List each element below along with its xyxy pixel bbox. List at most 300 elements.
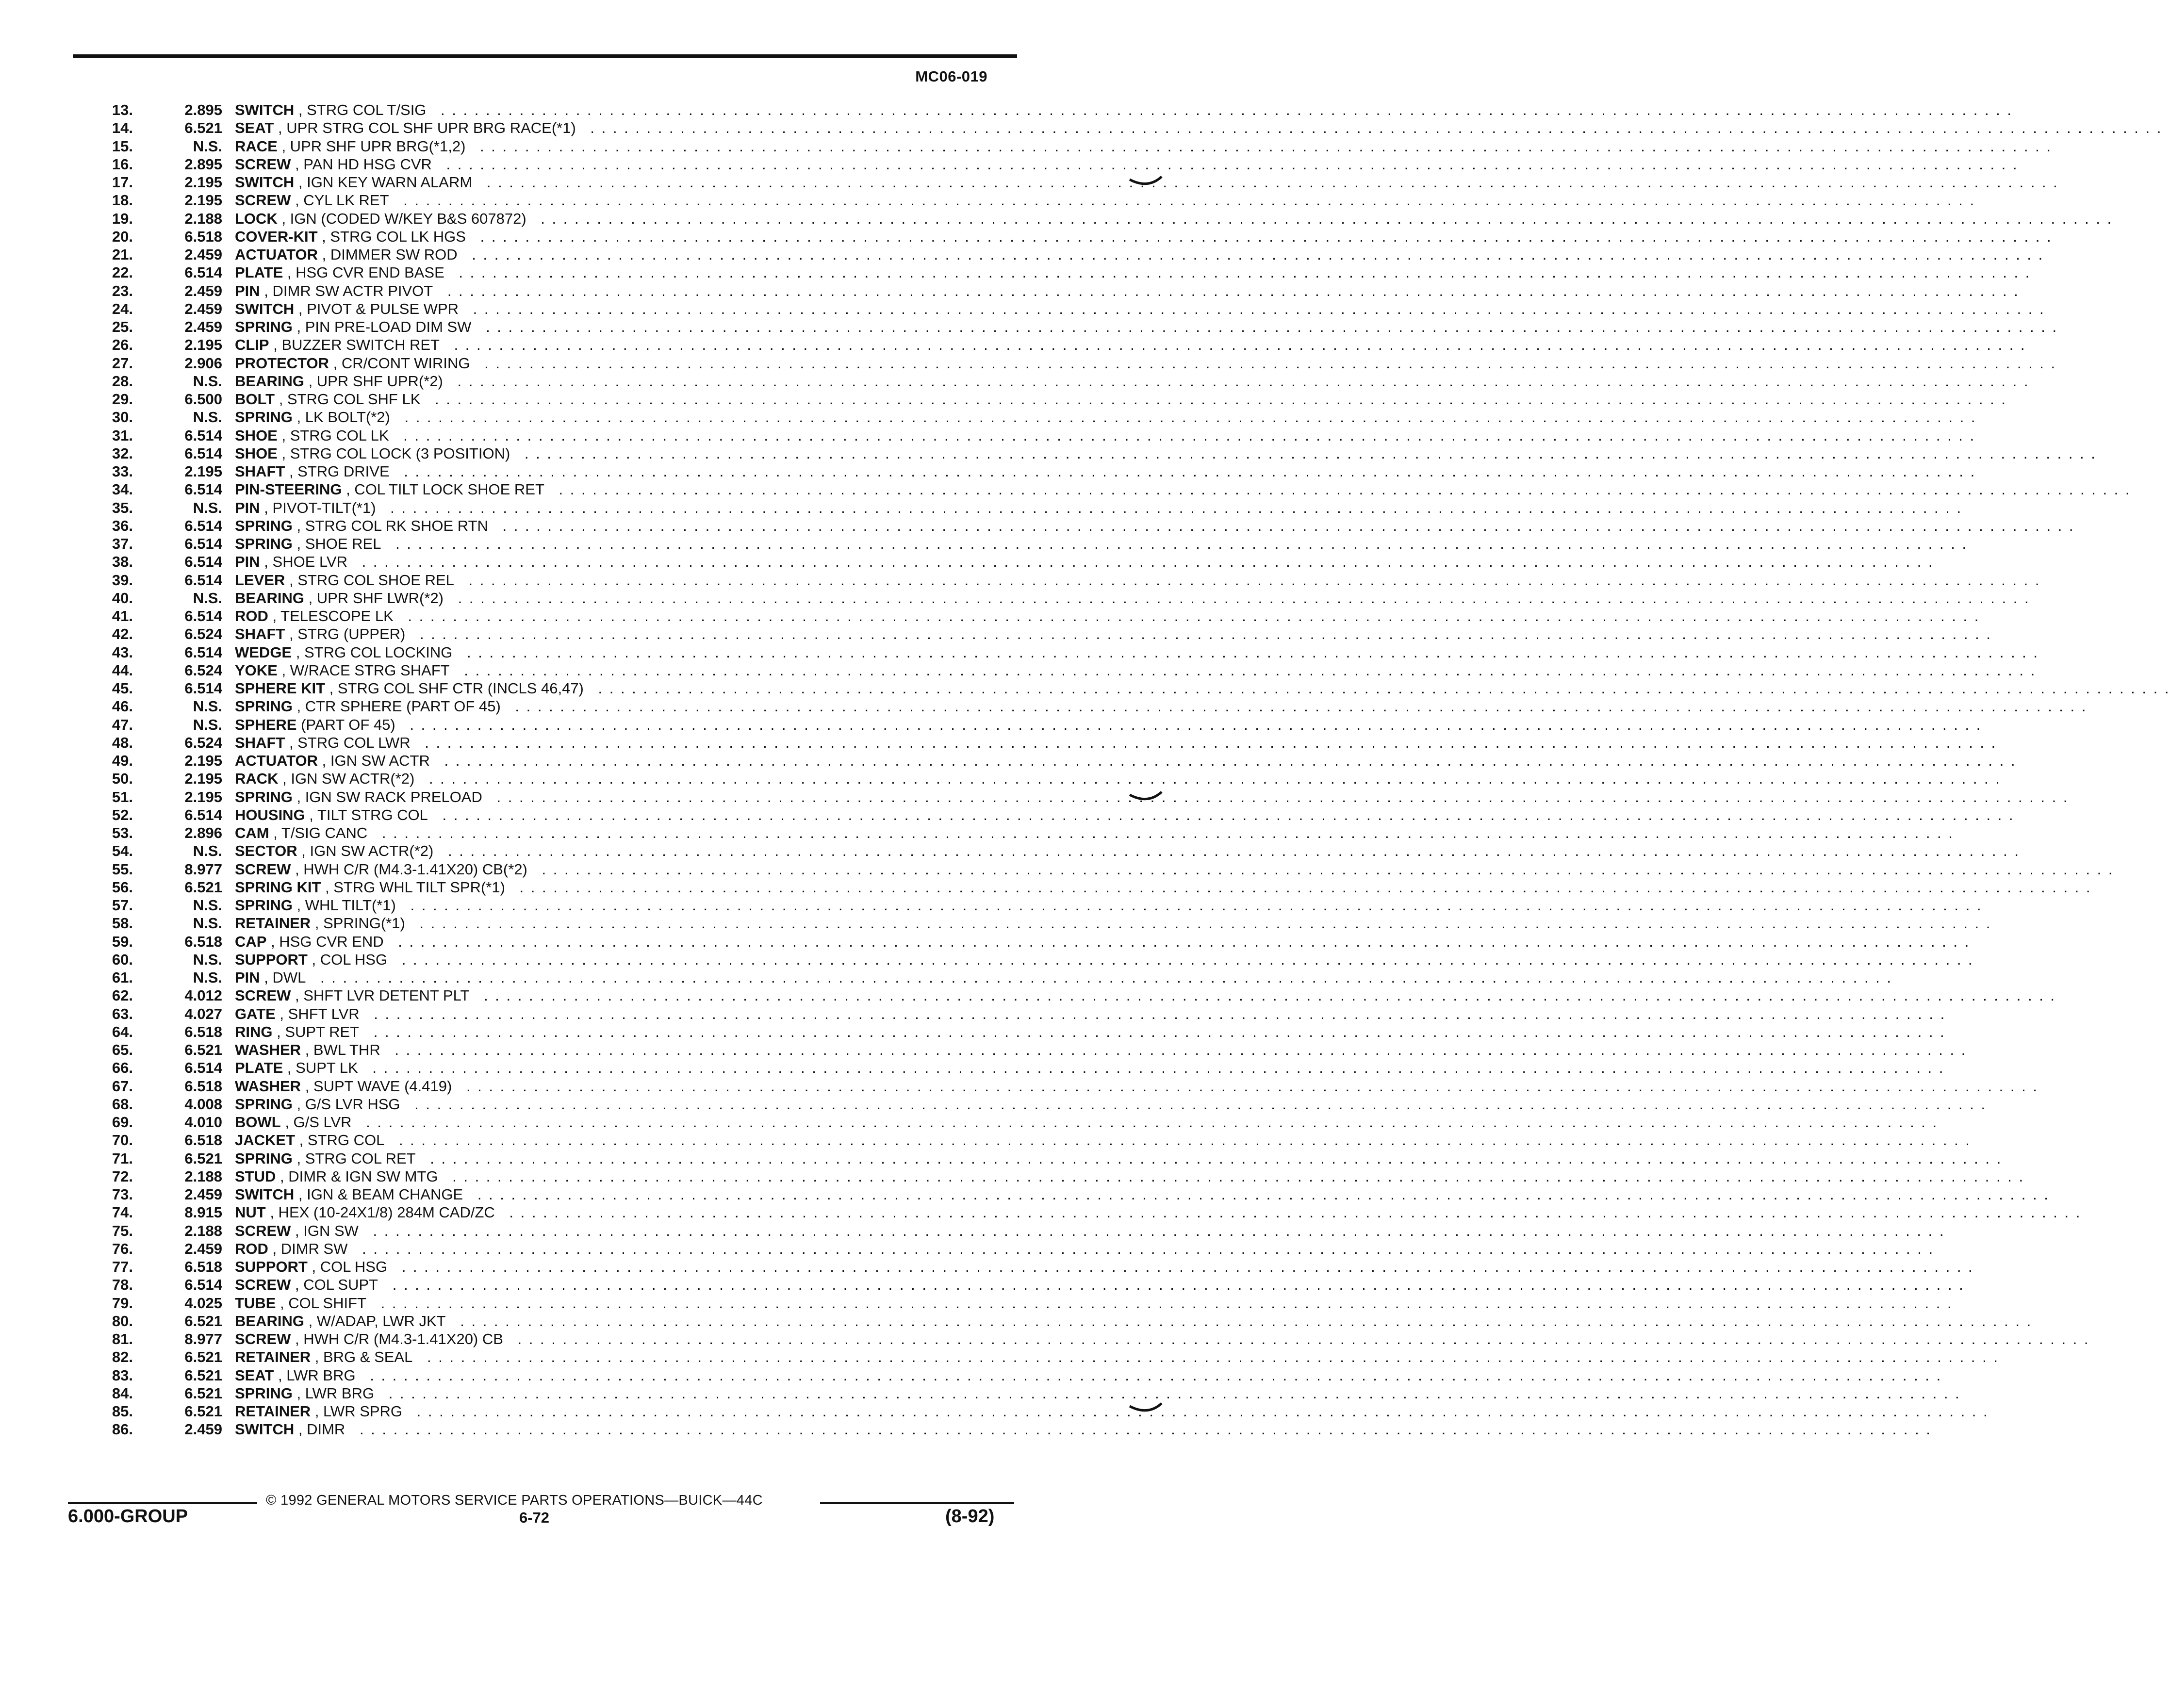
part-name: SPRING xyxy=(235,1150,293,1167)
item-description xyxy=(235,444,2097,462)
part-name: ACTUATOR xyxy=(235,752,318,769)
group-number: 6.518 xyxy=(184,933,222,950)
dot-leader: . . . . . . . . . . . . . . . . . . . . . . . . . . . . . . . . . . . . . . . . . . . . . . . . . . . . . . . . . . . . . . . . . . . . . . . . . . . . . . . . . . . . . . . . . . . . . . . . . . . . . . . . . . . . . . . . . . . . . . . . . . . . . . . . . . . . . . . . . . . . xyxy=(356,1240,1935,1257)
part-detail: , LWR BRG xyxy=(274,1366,356,1384)
list-item xyxy=(97,1113,1939,1131)
part-name: JACKET xyxy=(235,1132,296,1149)
dot-leader: . . . . . . . . . . . . . . . . . . . . . . . . . . . . . . . . . . . . . . . . . . . . . . . . . . . . . . . . . . . . . . . . . . . . . . . . . . . . . . . . . . . . . . . . . . . . . . . . . . . . . . . . . . . . . . . . . . . . . . . . . . . . . . . . . . . . . . . . . . . . xyxy=(368,1023,1946,1040)
part-detail: , PIVOT & PULSE WPR xyxy=(294,300,459,317)
item-description xyxy=(235,986,2056,1004)
part-detail: , DWL xyxy=(260,969,306,986)
item-number: 26. xyxy=(112,336,133,354)
dot-leader: . . . . . . . . . . . . . . . . . . . . . . . . . . . . . . . . . . . . . . . . . . . . . . . . . . . . . . . . . . . . . . . . . . . . . . . . . . . . . . . . . . . . . . . . . . . . . . . . . . . . . . . . . . . . . . . . . . . . . . . . . . . . . . . . . . . . . . . . . . . . xyxy=(389,1041,1967,1058)
part-name: LOCK xyxy=(235,210,278,227)
item-description xyxy=(235,1330,2090,1348)
part-detail: , LK BOLT(*2) xyxy=(292,409,390,426)
part-detail: , IGN KEY WARN ALARM xyxy=(294,174,473,191)
part-detail: , IGN & BEAM CHANGE xyxy=(294,1186,463,1203)
list-item xyxy=(97,1222,1945,1240)
part-detail: , STRG COL LWR xyxy=(285,734,411,751)
part-detail: , HWH C/R (M4.3-1.41X20) CB(*2) xyxy=(291,860,527,878)
item-number: 55. xyxy=(112,860,133,878)
part-detail: , SUPT LK xyxy=(283,1059,358,1077)
item-description xyxy=(235,860,2114,878)
dot-leader: . . . . . . . . . . . . . . . . . . . . . . . . . . . . . . . . . . . . . . . . . . . . . . . . . . . . . . . . . . . . . . . . . . . . . . . . . . . . . . . . . . . . . . . . . . . . . . . . . . . . . . . . . . . . . . . . . . . . . . . . . . . . . . . . . . . . . . . . . . . . xyxy=(553,481,2131,498)
part-detail: , TILT STRG COL xyxy=(305,806,428,823)
list-item xyxy=(97,354,2057,372)
item-number: 84. xyxy=(112,1384,133,1402)
group-number: N.S. xyxy=(193,716,222,733)
item-description xyxy=(235,408,1977,426)
item-description xyxy=(235,101,2013,119)
group-number: 6.514 xyxy=(184,1276,222,1294)
item-description xyxy=(235,480,2131,498)
part-detail: , IGN SW ACTR xyxy=(318,752,430,769)
item-number: 82. xyxy=(112,1348,133,1366)
item-description xyxy=(235,1294,1953,1312)
list-item xyxy=(97,896,1983,914)
list-item xyxy=(97,752,2017,770)
item-number: 71. xyxy=(112,1150,133,1167)
item-number: 65. xyxy=(112,1041,133,1058)
item-description xyxy=(235,752,2017,770)
item-description xyxy=(235,191,1976,209)
part-detail: , DIMR & IGN SW MTG xyxy=(276,1167,438,1185)
part-name: CAP xyxy=(235,933,267,950)
part-name: SCREW xyxy=(235,155,291,173)
part-name: SWITCH xyxy=(235,1186,295,1203)
group-number: 6.518 xyxy=(184,1077,222,1095)
part-detail: , COL HSG xyxy=(307,1258,388,1275)
list-item xyxy=(97,806,2015,824)
part-name: RACE xyxy=(235,137,278,155)
part-name: WEDGE xyxy=(235,643,292,661)
item-number: 74. xyxy=(112,1204,133,1221)
dot-leader: . . . . . . . . . . . . . . . . . . . . . . . . . . . . . . . . . . . . . . . . . . . . . . . . . . . . . . . . . . . . . . . . . . . . . . . . . . . . . . . . . . . . . . . . . . . . . . . . . . . . . . . . . . . . . . . . . . . . . . . . . . . . . . . . . . . . . . . . . . . . xyxy=(466,246,2044,263)
list-item xyxy=(97,1240,1935,1258)
group-number: 6.514 xyxy=(184,481,222,498)
list-item xyxy=(97,263,2031,281)
group-number: 8.977 xyxy=(184,860,222,878)
part-detail: , G/S LVR HSG xyxy=(292,1095,400,1113)
item-description xyxy=(235,969,1893,986)
dot-leader: . . . . . . . . . . . . . . . . . . . . . . . . . . . . . . . . . . . . . . . . . . . . . . . . . . . . . . . . . . . . . . . . . . . . . . . . . . . . . . . . . . . . . . . . . . . . . . . . . . . . . . . . . . . . . . . . . . . . . . . . . . . . . . . . . . . . . . . . . . . . xyxy=(448,336,2026,354)
list-item xyxy=(97,1150,2003,1167)
part-detail: , SHFT LVR xyxy=(275,1005,360,1022)
part-detail: , HSG CVR END BASE xyxy=(283,264,444,281)
item-description xyxy=(235,1059,1945,1077)
item-number: 39. xyxy=(112,571,133,589)
group-number: 4.025 xyxy=(184,1294,222,1312)
list-item xyxy=(97,408,1977,426)
item-number: 41. xyxy=(112,608,133,624)
group-number: 2.195 xyxy=(184,788,222,805)
dot-leader: . . . . . . . . . . . . . . . . . . . . . . . . . . . . . . . . . . . . . . . . . . . . . . . . . . . . . . . . . . . . . . . . . . . . . . . . . . . . . . . . . . . . . . . . . . . . . . . . . . . . . . . . . . . . . . . . . . . . . . . . . . . . . . . . . . . . . . . . . . . . xyxy=(376,824,1954,841)
part-name: BOLT xyxy=(235,391,275,408)
group-number: N.S. xyxy=(193,842,222,860)
item-number: 56. xyxy=(112,878,133,896)
group-number: 6.514 xyxy=(184,517,222,534)
part-name: BOWL xyxy=(235,1114,281,1131)
item-number: 44. xyxy=(112,661,133,679)
group-number: 2.195 xyxy=(184,463,222,480)
item-description xyxy=(235,788,2069,806)
item-number: 58. xyxy=(112,915,133,932)
item-description xyxy=(235,336,2026,354)
part-detail: , HWH C/R (M4.3-1.41X20) CB xyxy=(291,1330,503,1347)
part-detail: , STRG COL LOCKING xyxy=(292,643,453,661)
dot-leader: . . . . . . . . . . . . . . . . . . . . . . . . . . . . . . . . . . . . . . . . . . . . . . . . . . . . . . . . . . . . . . . . . . . . . . . . . . . . . . . . . . . . . . . . . . . . . . . . . . . . . . . . . . . . . . . . . . . . . . . . . . . . . . . . . . . . . . . . . . . . xyxy=(404,897,1983,914)
part-name: SHOE xyxy=(235,444,278,462)
part-detail: , UPR SHF UPR BRG(*1,2) xyxy=(277,137,466,155)
list-item xyxy=(97,1059,1945,1077)
list-item xyxy=(97,300,2045,318)
part-detail: , W/ADAP, LWR JKT xyxy=(304,1312,446,1330)
item-description xyxy=(235,173,2059,191)
part-name: SHOE xyxy=(235,427,278,444)
part-name: GATE xyxy=(235,1005,276,1022)
part-detail: , STRG COL LK xyxy=(277,427,389,444)
part-detail: , DIMR SW ACTR PIVOT xyxy=(260,282,433,299)
item-number: 16. xyxy=(112,155,133,173)
item-number: 33. xyxy=(112,463,133,480)
part-name: CLIP xyxy=(235,336,269,354)
item-number: 34. xyxy=(112,481,133,498)
part-detail: , STRG COL LK HGS xyxy=(317,228,466,245)
part-detail: , BRG & SEAL xyxy=(311,1348,413,1366)
item-description xyxy=(235,1005,1946,1023)
part-name: SPRING KIT xyxy=(235,878,321,896)
part-detail: , STRG (UPPER) xyxy=(285,625,406,643)
item-number: 54. xyxy=(112,842,133,860)
part-name: SCREW xyxy=(235,1330,291,1347)
list-item xyxy=(97,1077,2038,1095)
dot-leader: . . . . . . . . . . . . . . . . . . . . . . . . . . . . . . . . . . . . . . . . . . . . . . . . . . . . . . . . . . . . . . . . . . . . . . . . . . . . . . . . . . . . . . . . . . . . . . . . . . . . . . . . . . . . . . . . . . . . . . . . . . . . . . . . . . . . . . . . . . . . xyxy=(404,716,1982,733)
part-detail: , CYL LK RET xyxy=(291,192,389,209)
item-number: 64. xyxy=(112,1023,133,1040)
list-item xyxy=(97,228,2053,246)
item-number: 36. xyxy=(112,517,133,534)
dot-leader: . . . . . . . . . . . . . . . . . . . . . . . . . . . . . . . . . . . . . . . . . . . . . . . . . . . . . . . . . . . . . . . . . . . . . . . . . . . . . . . . . . . . . . . . . . . . . . . . . . . . . . . . . . . . . . . . . . . . . . . . . . . . . . . . . . . . . . . . . . . . xyxy=(398,409,1977,426)
part-name: SCREW xyxy=(235,1222,291,1239)
group-number: 2.895 xyxy=(184,101,222,118)
list-item xyxy=(97,1131,1971,1149)
item-description xyxy=(235,462,1976,480)
item-description xyxy=(235,896,1983,914)
dot-leader: . . . . . . . . . . . . . . . . . . . . . . . . . . . . . . . . . . . . . . . . . . . . . . . . . . . . . . . . . . . . . . . . . . . . . . . . . . . . . . . . . . . . . . . . . . . . . . . . . . . . . . . . . . . . . . . . . . . . . . . . . . . . . . . . . . . . . . . . . . . . xyxy=(474,137,2052,155)
dot-leader: . . . . . . . . . . . . . . . . . . . . . . . . . . . . . . . . . . . . . . . . . . . . . . . . . . . . . . . . . . . . . . . . . . . . . . . . . . . . . . . . . . . . . . . . . . . . . . . . . . . . . . . . . . . . . . . . . . . . . . . . . . . . . . . . . . . . . . . . . . . . xyxy=(460,1077,2038,1095)
dot-leader: . . . . . . . . . . . . . . . . . . . . . . . . . . . . . . . . . . . . . . . . . . . . . . . . . . . . . . . . . . . . . . . . . . . . . . . . . . . . . . . . . . . . . . . . . . . . . . . . . . . . . . . . . . . . . . . . . . . . . . . . . . . . . . . . . . . . . . . . . . . . xyxy=(453,264,2031,281)
part-detail: , SHOE REL xyxy=(292,535,381,552)
part-detail: , COL TILT LOCK SHOE RET xyxy=(342,481,544,498)
part-name: SUPPORT xyxy=(235,1258,308,1275)
list-item xyxy=(97,210,2113,228)
dot-leader: . . . . . . . . . . . . . . . . . . . . . . . . . . . . . . . . . . . . . . . . . . . . . . . . . . . . . . . . . . . . . . . . . . . . . . . . . . . . . . . . . . . . . . . . . . . . . . . . . . . . . . . . . . . . . . . . . . . . . . . . . . . . . . . . . . . . . . . . . . . . xyxy=(461,643,2039,661)
group-number: 8.915 xyxy=(184,1204,222,1221)
part-name: TUBE xyxy=(235,1294,276,1312)
item-number: 19. xyxy=(112,210,133,227)
part-detail: , SPRING(*1) xyxy=(311,915,405,932)
item-number: 86. xyxy=(112,1421,133,1438)
footer-page-number: 6-72 xyxy=(519,1509,550,1526)
item-description xyxy=(235,535,1968,553)
list-item xyxy=(97,336,2026,354)
item-number: 14. xyxy=(112,119,133,137)
group-number: 6.521 xyxy=(184,1384,222,1402)
dot-leader: . . . . . . . . . . . . . . . . . . . . . . . . . . . . . . . . . . . . . . . . . . . . . . . . . . . . . . . . . . . . . . . . . . . . . . . . . . . . . . . . . . . . . . . . . . . . . . . . . . . . . . . . . . . . . . . . . . . . . . . . . . . . . . . . . . . . . . . . . . . . xyxy=(584,119,2163,137)
part-detail: , G/S LVR xyxy=(280,1114,352,1131)
part-name: ROD xyxy=(235,1240,268,1257)
item-description xyxy=(235,1366,1942,1384)
group-number: 8.977 xyxy=(184,1330,222,1347)
part-detail: , STRG COL SHF LK xyxy=(275,391,421,408)
item-description xyxy=(235,1185,2050,1203)
group-number: 6.514 xyxy=(184,427,222,444)
group-number: 6.518 xyxy=(184,1132,222,1149)
item-number: 62. xyxy=(112,987,133,1004)
item-number: 59. xyxy=(112,933,133,950)
group-number: 2.188 xyxy=(184,210,222,227)
part-name: SHAFT xyxy=(235,625,285,643)
part-detail: , SUPT RET xyxy=(272,1023,360,1040)
item-description xyxy=(235,300,2045,318)
dot-leader: . . . . . . . . . . . . . . . . . . . . . . . . . . . . . . . . . . . . . . . . . . . . . . . . . . . . . . . . . . . . . . . . . . . . . . . . . . . . . . . . . . . . . . . . . . . . . . . . . . . . . . . . . . . . . . . . . . . . . . . . . . . . . . . . . . . . . . . . . . . . xyxy=(472,1186,2050,1203)
part-name: SPHERE xyxy=(235,716,297,733)
item-number: 53. xyxy=(112,824,133,841)
group-number: 6.518 xyxy=(184,228,222,245)
list-item xyxy=(97,824,1954,842)
list-item xyxy=(97,589,2030,607)
part-name: BEARING xyxy=(235,372,304,390)
parts-list xyxy=(97,101,2170,1439)
part-name: PIN-STEERING xyxy=(235,481,342,498)
list-item xyxy=(97,679,2170,697)
item-description xyxy=(235,842,2020,860)
item-description xyxy=(235,1041,1967,1059)
footer-rule-left xyxy=(68,1502,257,1504)
part-name: RING xyxy=(235,1023,273,1040)
group-number: 6.514 xyxy=(184,571,222,589)
item-number: 77. xyxy=(112,1258,133,1275)
group-number: 6.521 xyxy=(184,119,222,137)
part-detail: , COL SUPT xyxy=(291,1276,378,1294)
list-item xyxy=(97,1366,1942,1384)
dot-leader: . . . . . . . . . . . . . . . . . . . . . . . . . . . . . . . . . . . . . . . . . . . . . . . . . . . . . . . . . . . . . . . . . . . . . . . . . . . . . . . . . . . . . . . . . . . . . . . . . . . . . . . . . . . . . . . . . . . . . . . . . . . . . . . . . . . . . . . . . . . . xyxy=(474,228,2053,245)
group-number: 6.514 xyxy=(184,1059,222,1077)
item-description xyxy=(235,1348,1999,1366)
dot-leader: . . . . . . . . . . . . . . . . . . . . . . . . . . . . . . . . . . . . . . . . . . . . . . . . . . . . . . . . . . . . . . . . . . . . . . . . . . . . . . . . . . . . . . . . . . . . . . . . . . . . . . . . . . . . . . . . . . . . . . . . . . . . . . . . . . . . . . . . . . . . xyxy=(424,1150,2003,1167)
item-number: 61. xyxy=(112,969,133,986)
list-item xyxy=(97,372,2030,390)
item-number: 18. xyxy=(112,192,133,209)
part-name: SECTOR xyxy=(235,842,297,860)
part-name: PIN xyxy=(235,553,260,571)
part-detail: , DIMR SW xyxy=(268,1240,348,1257)
dot-leader: . . . . . . . . . . . . . . . . . . . . . . . . . . . . . . . . . . . . . . . . . . . . . . . . . . . . . . . . . . . . . . . . . . . . . . . . . . . . . . . . . . . . . . . . . . . . . . . . . . . . . . . . . . . . . . . . . . . . . . . . . . . . . . . . . . . . . . . . . . . . xyxy=(511,1330,2090,1347)
part-detail: , UPR SHF LWR(*2) xyxy=(304,589,444,607)
dot-leader: . . . . . . . . . . . . . . . . . . . . . . . . . . . . . . . . . . . . . . . . . . . . . . . . . . . . . . . . . . . . . . . . . . . . . . . . . . . . . . . . . . . . . . . . . . . . . . . . . . . . . . . . . . . . . . . . . . . . . . . . . . . . . . . . . . . . . . . . . . . . xyxy=(396,951,1974,968)
dot-leader: . . . . . . . . . . . . . . . . . . . . . . . . . . . . . . . . . . . . . . . . . . . . . . . . . . . . . . . . . . . . . . . . . . . . . . . . . . . . . . . . . . . . . . . . . . . . . . . . . . . . . . . . . . . . . . . . . . . . . . . . . . . . . . . . . . . . . . . . . . . . xyxy=(438,752,2017,769)
dot-leader: . . . . . . . . . . . . . . . . . . . . . . . . . . . . . . . . . . . . . . . . . . . . . . . . . . . . . . . . . . . . . . . . . . . . . . . . . . . . . . . . . . . . . . . . . . . . . . . . . . . . . . . . . . . . . . . . . . . . . . . . . . . . . . . . . . . . . . . . . . . . xyxy=(364,1366,1942,1384)
item-number: 80. xyxy=(112,1312,133,1330)
list-item xyxy=(97,1023,1946,1041)
dot-leader: . . . . . . . . . . . . . . . . . . . . . . . . . . . . . . . . . . . . . . . . . . . . . . . . . . . . . . . . . . . . . . . . . . . . . . . . . . . . . . . . . . . . . . . . . . . . . . . . . . . . . . . . . . . . . . . . . . . . . . . . . . . . . . . . . . . . . . . . . . . . xyxy=(383,1384,1961,1402)
item-description xyxy=(235,228,2053,246)
dot-leader: . . . . . . . . . . . . . . . . . . . . . . . . . . . . . . . . . . . . . . . . . . . . . . . . . . . . . . . . . . . . . . . . . . . . . . . . . . . . . . . . . . . . . . . . . . . . . . . . . . . . . . . . . . . . . . . . . . . . . . . . . . . . . . . . . . . . . . . . . . . . xyxy=(458,661,2037,679)
item-description xyxy=(235,1131,1971,1149)
item-description xyxy=(235,625,1992,643)
part-name: RETAINER xyxy=(235,1348,311,1366)
list-item xyxy=(97,697,2088,715)
dot-leader: . . . . . . . . . . . . . . . . . . . . . . . . . . . . . . . . . . . . . . . . . . . . . . . . . . . . . . . . . . . . . . . . . . . . . . . . . . . . . . . . . . . . . . . . . . . . . . . . . . . . . . . . . . . . . . . . . . . . . . . . . . . . . . . . . . . . . . . . . . . . xyxy=(411,1403,1989,1420)
item-number: 24. xyxy=(112,300,133,317)
dot-leader: . . . . . . . . . . . . . . . . . . . . . . . . . . . . . . . . . . . . . . . . . . . . . . . . . . . . . . . . . . . . . . . . . . . . . . . . . . . . . . . . . . . . . . . . . . . . . . . . . . . . . . . . . . . . . . . . . . . . . . . . . . . . . . . . . . . . . . . . . . . . xyxy=(375,1294,1953,1312)
part-detail: , IGN (CODED W/KEY B&S 607872) xyxy=(277,210,526,227)
part-detail: , STRG WHL TILT SPR(*1) xyxy=(321,878,505,896)
list-item xyxy=(97,1294,1953,1312)
list-item xyxy=(97,969,1893,986)
list-item xyxy=(97,444,2097,462)
list-item xyxy=(97,625,1992,643)
group-number: 6.521 xyxy=(184,1041,222,1058)
group-number: 2.896 xyxy=(184,824,222,841)
list-item xyxy=(97,1330,2090,1348)
group-number: N.S. xyxy=(193,698,222,715)
list-item xyxy=(97,101,2013,119)
part-detail: , W/RACE STRG SHAFT xyxy=(277,661,450,679)
list-item xyxy=(97,788,2069,806)
part-name: PROTECTOR xyxy=(235,354,329,372)
part-detail: , T/SIG CANC xyxy=(269,824,368,841)
item-description xyxy=(235,770,2001,788)
list-item xyxy=(97,499,1963,517)
item-number: 32. xyxy=(112,444,133,462)
item-number: 83. xyxy=(112,1366,133,1384)
item-number: 72. xyxy=(112,1167,133,1185)
item-number: 37. xyxy=(112,535,133,552)
group-number: 2.459 xyxy=(184,1240,222,1257)
part-detail: , DIMR xyxy=(294,1421,345,1438)
item-number: 29. xyxy=(112,391,133,408)
part-detail: , CTR SPHERE (PART OF 45) xyxy=(292,698,501,715)
item-number: 75. xyxy=(112,1222,133,1239)
item-number: 66. xyxy=(112,1059,133,1077)
group-number: 6.521 xyxy=(184,1348,222,1366)
item-description xyxy=(235,390,2007,408)
part-name: SWITCH xyxy=(235,300,295,317)
part-name: SWITCH xyxy=(235,174,295,191)
item-description xyxy=(235,951,1974,969)
item-number: 73. xyxy=(112,1186,133,1203)
list-item xyxy=(97,933,1971,951)
part-name: RETAINER xyxy=(235,1403,311,1420)
item-number: 81. xyxy=(112,1330,133,1347)
part-detail: , STRG COL RK SHOE RTN xyxy=(292,517,488,534)
item-number: 13. xyxy=(112,101,133,118)
part-detail: , UPR SHF UPR(*2) xyxy=(304,372,443,390)
list-item xyxy=(97,282,2020,300)
dot-leader: . . . . . . . . . . . . . . . . . . . . . . . . . . . . . . . . . . . . . . . . . . . . . . . . . . . . . . . . . . . . . . . . . . . . . . . . . . . . . . . . . . . . . . . . . . . . . . . . . . . . . . . . . . . . . . . . . . . . . . . . . . . . . . . . . . . . . . . . . . . . xyxy=(513,878,2092,896)
part-name: SWITCH xyxy=(235,101,295,118)
dot-leader: . . . . . . . . . . . . . . . . . . . . . . . . . . . . . . . . . . . . . . . . . . . . . . . . . . . . . . . . . . . . . . . . . . . . . . . . . . . . . . . . . . . . . . . . . . . . . . . . . . . . . . . . . . . . . . . . . . . . . . . . . . . . . . . . . . . . . . . . . . . . xyxy=(491,788,2069,805)
list-item xyxy=(97,643,2039,661)
item-description xyxy=(235,318,2058,336)
part-name: ROD xyxy=(235,608,268,624)
item-number: 47. xyxy=(112,716,133,733)
list-item xyxy=(97,734,1997,752)
item-number: 48. xyxy=(112,734,133,751)
part-name: PIN xyxy=(235,969,260,986)
dot-leader: . . . . . . . . . . . . . . . . . . . . . . . . . . . . . . . . . . . . . . . . . . . . . . . . . . . . . . . . . . . . . . . . . . . . . . . . . . . . . . . . . . . . . . . . . . . . . . . . . . . . . . . . . . . . . . . . . . . . . . . . . . . . . . . . . . . . . . . . . . . . xyxy=(496,517,2075,534)
item-description xyxy=(235,679,2170,697)
list-item xyxy=(97,137,2052,155)
group-number: 6.514 xyxy=(184,553,222,571)
dot-leader: . . . . . . . . . . . . . . . . . . . . . . . . . . . . . . . . . . . . . . . . . . . . . . . . . . . . . . . . . . . . . . . . . . . . . . . . . . . . . . . . . . . . . . . . . . . . . . . . . . . . . . . . . . . . . . . . . . . . . . . . . . . . . . . . . . . . . . . . . . . . xyxy=(503,1204,2082,1221)
dot-leader: . . . . . . . . . . . . . . . . . . . . . . . . . . . . . . . . . . . . . . . . . . . . . . . . . . . . . . . . . . . . . . . . . . . . . . . . . . . . . . . . . . . . . . . . . . . . . . . . . . . . . . . . . . . . . . . . . . . . . . . . . . . . . . . . . . . . . . . . . . . . xyxy=(392,933,1971,950)
dot-leader: . . . . . . . . . . . . . . . . . . . . . . . . . . . . . . . . . . . . . . . . . . . . . . . . . . . . . . . . . . . . . . . . . . . . . . . . . . . . . . . . . . . . . . . . . . . . . . . . . . . . . . . . . . . . . . . . . . . . . . . . . . . . . . . . . . . . . . . . . . . . xyxy=(535,210,2113,227)
part-name: LEVER xyxy=(235,571,285,589)
dot-leader: . . . . . . . . . . . . . . . . . . . . . . . . . . . . . . . . . . . . . . . . . . . . . . . . . . . . . . . . . . . . . . . . . . . . . . . . . . . . . . . . . . . . . . . . . . . . . . . . . . . . . . . . . . . . . . . . . . . . . . . . . . . . . . . . . . . . . . . . . . . . xyxy=(440,155,2019,173)
item-number: 60. xyxy=(112,951,133,968)
group-number: 6.518 xyxy=(184,1023,222,1040)
list-item xyxy=(97,1258,1974,1276)
item-description xyxy=(235,354,2057,372)
group-number: 2.459 xyxy=(184,282,222,299)
item-number: 52. xyxy=(112,806,133,823)
item-number: 45. xyxy=(112,680,133,697)
dot-leader: . . . . . . . . . . . . . . . . . . . . . . . . . . . . . . . . . . . . . . . . . . . . . . . . . . . . . . . . . . . . . . . . . . . . . . . . . . . . . . . . . . . . . . . . . . . . . . . . . . . . . . . . . . . . . . . . . . . . . . . . . . . . . . . . . . . . . . . . . . . . xyxy=(451,372,2030,390)
group-number: 6.521 xyxy=(184,878,222,896)
group-number: N.S. xyxy=(193,969,222,986)
part-name: RACK xyxy=(235,770,279,788)
item-number: 23. xyxy=(112,282,133,299)
item-description xyxy=(235,1023,1946,1041)
part-detail: , STRG COL SHOE REL xyxy=(285,571,454,589)
item-description xyxy=(235,137,2052,155)
item-number: 51. xyxy=(112,788,133,805)
item-number: 22. xyxy=(112,264,133,281)
dot-leader: . . . . . . . . . . . . . . . . . . . . . . . . . . . . . . . . . . . . . . . . . . . . . . . . . . . . . . . . . . . . . . . . . . . . . . . . . . . . . . . . . . . . . . . . . . . . . . . . . . . . . . . . . . . . . . . . . . . . . . . . . . . . . . . . . . . . . . . . . . . . xyxy=(368,1005,1946,1022)
item-description xyxy=(235,210,2113,228)
item-number: 38. xyxy=(112,553,133,571)
item-description xyxy=(235,1167,2025,1185)
group-number: 4.010 xyxy=(184,1114,222,1131)
dot-leader: . . . . . . . . . . . . . . . . . . . . . . . . . . . . . . . . . . . . . . . . . . . . . . . . . . . . . . . . . . . . . . . . . . . . . . . . . . . . . . . . . . . . . . . . . . . . . . . . . . . . . . . . . . . . . . . . . . . . . . . . . . . . . . . . . . . . . . . . . . . . xyxy=(509,698,2088,715)
group-number: N.S. xyxy=(193,589,222,607)
dot-leader: . . . . . . . . . . . . . . . . . . . . . . . . . . . . . . . . . . . . . . . . . . . . . . . . . . . . . . . . . . . . . . . . . . . . . . . . . . . . . . . . . . . . . . . . . . . . . . . . . . . . . . . . . . . . . . . . . . . . . . . . . . . . . . . . . . . . . . . . . . . . xyxy=(398,463,1976,480)
part-detail: , DIMMER SW ROD xyxy=(318,246,458,263)
part-detail: , TELESCOPE LK xyxy=(268,608,394,624)
group-number: 6.524 xyxy=(184,661,222,679)
item-number: 17. xyxy=(112,174,133,191)
footer-copyright: © 1992 GENERAL MOTORS SERVICE PARTS OPERATIONS—BUICK—44C xyxy=(266,1493,763,1508)
dot-leader: . . . . . . . . . . . . . . . . . . . . . . . . . . . . . . . . . . . . . . . . . . . . . . . . . . . . . . . . . . . . . . . . . . . . . . . . . . . . . . . . . . . . . . . . . . . . . . . . . . . . . . . . . . . . . . . . . . . . . . . . . . . . . . . . . . . . . . . . . . . . xyxy=(314,969,1893,986)
group-number: 2.459 xyxy=(184,1186,222,1203)
group-number: 6.521 xyxy=(184,1403,222,1420)
dot-leader: . . . . . . . . . . . . . . . . . . . . . . . . . . . . . . . . . . . . . . . . . . . . . . . . . . . . . . . . . . . . . . . . . . . . . . . . . . . . . . . . . . . . . . . . . . . . . . . . . . . . . . . . . . . . . . . . . . . . . . . . . . . . . . . . . . . . . . . . . . . . xyxy=(390,535,1968,552)
part-name: SCREW xyxy=(235,192,291,209)
item-number: 20. xyxy=(112,228,133,245)
item-number: 28. xyxy=(112,372,133,390)
list-item xyxy=(97,1203,2082,1221)
part-name: CAM xyxy=(235,824,269,841)
item-description xyxy=(235,1258,1974,1276)
group-number: N.S. xyxy=(193,137,222,155)
part-detail: , COL SHIFT xyxy=(276,1294,366,1312)
item-number: 43. xyxy=(112,643,133,661)
group-number: 6.514 xyxy=(184,264,222,281)
group-number: N.S. xyxy=(193,915,222,932)
